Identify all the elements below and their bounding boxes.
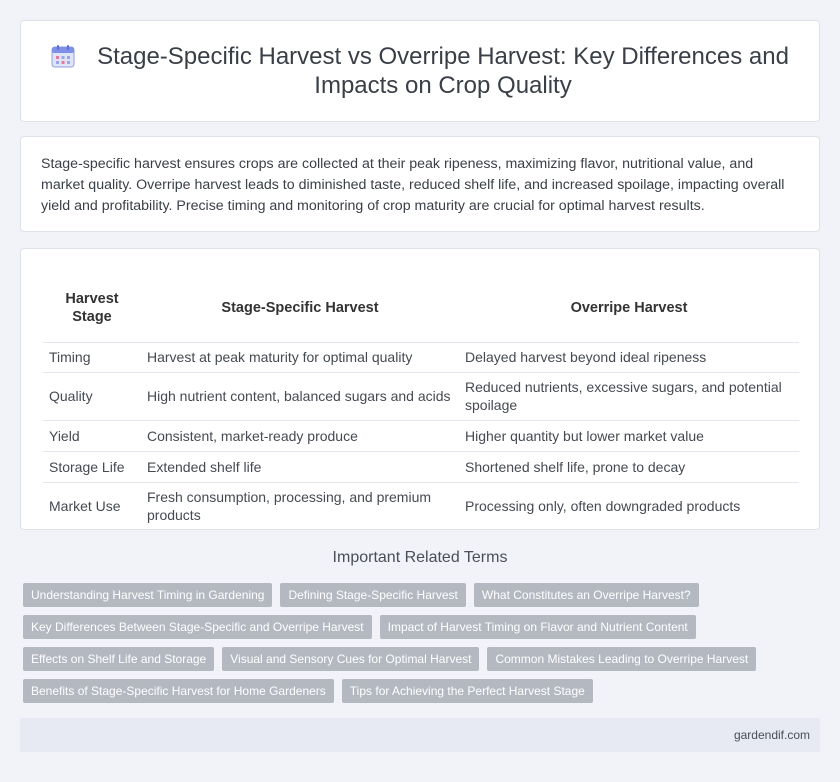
- table-cell: Higher quantity but lower market value: [459, 420, 799, 451]
- calendar-icon: [50, 43, 76, 69]
- table-cell: Quality: [43, 372, 141, 420]
- related-term-link[interactable]: Key Differences Between Stage-Specific and Overripe Harvest: [23, 615, 372, 639]
- related-terms-list: [23, 583, 823, 711]
- header-card: [20, 20, 820, 122]
- related-term-link[interactable]: Tips for Achieving the Perfect Harvest Stage: [342, 679, 593, 703]
- table-cell: Delayed harvest beyond ideal ripeness: [459, 342, 799, 372]
- table-cell: Fresh consumption, processing, and premium products: [147, 489, 432, 524]
- table-cell: Yield: [43, 420, 141, 451]
- intro-card: [20, 136, 820, 232]
- column-header: Harvest Stage: [43, 273, 141, 342]
- column-header: Stage-Specific Harvest: [141, 273, 459, 342]
- comparison-table-card: [20, 248, 820, 530]
- related-term-link[interactable]: Defining Stage-Specific Harvest: [280, 583, 465, 607]
- table-cell: Storage Life: [43, 451, 141, 482]
- related-term-link[interactable]: Effects on Shelf Life and Storage: [23, 647, 214, 671]
- table-cell: High nutrient content, balanced sugars and acids: [141, 372, 459, 420]
- table-cell: Timing: [43, 342, 141, 372]
- related-terms-heading: Important Related Terms: [332, 549, 508, 566]
- related-term-link[interactable]: Understanding Harvest Timing in Gardening: [23, 583, 272, 607]
- table-row: [43, 482, 799, 530]
- related-term-link[interactable]: Common Mistakes Leading to Overripe Harvest: [487, 647, 756, 671]
- table-cell: Extended shelf life: [141, 451, 459, 482]
- table-row: [43, 342, 799, 372]
- table-row: [43, 372, 799, 420]
- table-header-row: [43, 273, 799, 342]
- table-cell: Processing only, often downgraded products: [465, 498, 741, 515]
- table-row: [43, 451, 799, 482]
- table-cell: Consistent, market-ready produce: [141, 420, 459, 451]
- site-link[interactable]: gardendif.com: [733, 728, 810, 742]
- comparison-table: [43, 273, 799, 530]
- related-term-link[interactable]: Impact of Harvest Timing on Flavor and Nutrient Content: [380, 615, 696, 639]
- table-cell: Harvest at peak maturity for optimal quality: [141, 342, 459, 372]
- page-title: Stage-Specific Harvest vs Overripe Harvest: Key Differences and Impacts on Crop Quality: [97, 43, 789, 99]
- column-header: Overripe Harvest: [459, 273, 799, 342]
- related-term-link[interactable]: What Constitutes an Overripe Harvest?: [474, 583, 699, 607]
- table-cell: Shortened shelf life, prone to decay: [459, 451, 799, 482]
- footer: [20, 718, 820, 752]
- intro-paragraph: Stage-specific harvest ensures crops are collected at their peak ripeness, maximizing flavor, nutritional value, and market quality. Overripe harvest leads to diminished taste, reduced shelf life, and increased spoilage, impacting overall yield and profitability. Precise timing and monitoring of crop maturity are crucial for optimal harvest results.: [41, 156, 785, 214]
- related-term-link[interactable]: Benefits of Stage-Specific Harvest for Home Gardeners: [23, 679, 334, 703]
- related-term-link[interactable]: Visual and Sensory Cues for Optimal Harvest: [222, 647, 479, 671]
- table-row: [43, 420, 799, 451]
- table-cell: Market Use: [49, 498, 121, 515]
- table-cell: Reduced nutrients, excessive sugars, and potential spoilage: [459, 372, 799, 420]
